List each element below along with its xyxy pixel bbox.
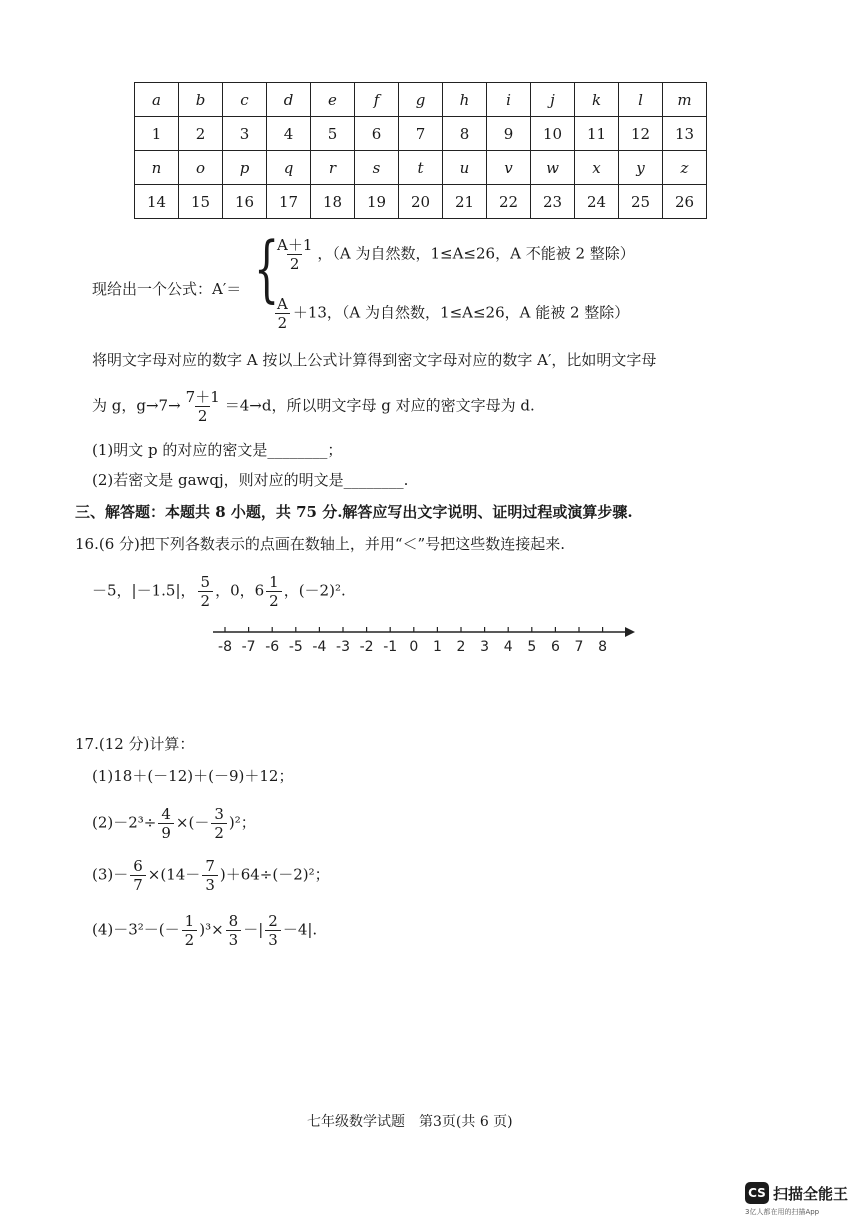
cipher-table-cell: 6	[355, 117, 399, 151]
number-line-label: -8	[218, 639, 232, 655]
number-line-label: 3	[480, 639, 490, 655]
page-footer: 七年级数学试题 第3页(共 6 页)	[307, 1114, 513, 1130]
cipher-table-cell: 26	[663, 185, 707, 219]
cipher-table-cell: 13	[663, 117, 707, 151]
cipher-table-cell: 7	[399, 117, 443, 151]
cipher-table-cell: 5	[311, 117, 355, 151]
number-line-label: 6	[550, 639, 560, 655]
cs-logo-icon: CS	[745, 1182, 769, 1204]
cipher-table-row	[135, 151, 707, 185]
cipher-table-cell: 22	[487, 185, 531, 219]
formula-lead: 现给出一个公式：A′＝	[92, 280, 242, 298]
number-line-label: 2	[456, 639, 466, 655]
number-line-label: 4	[503, 639, 513, 655]
number-line-label: -5	[288, 639, 303, 655]
cipher-table-cell: y	[619, 151, 663, 185]
cipher-table-cell: w	[531, 151, 575, 185]
cipher-table-cell: 25	[619, 185, 663, 219]
number-line-arrow	[625, 627, 635, 637]
cipher-table-cell: m	[663, 83, 707, 117]
cipher-table-row	[135, 117, 707, 151]
cipher-table-cell: c	[223, 83, 267, 117]
cipher-table-cell: j	[531, 83, 575, 117]
cipher-table-cell: x	[575, 151, 619, 185]
scanner-app-slogan: 3亿人都在用的扫描App	[745, 1208, 820, 1216]
cipher-table-cell: 2	[179, 117, 223, 151]
cipher-table-cell: 18	[311, 185, 355, 219]
number-line-label: 8	[598, 639, 608, 655]
cipher-table-cell: 17	[267, 185, 311, 219]
cipher-table-cell: o	[179, 151, 223, 185]
q16-numbers: －5，|－1.5|， $\frac{5}{2}$ ，0，6 $\frac{1}{2}$ ，(－2)².	[92, 573, 346, 610]
number-line-label: -1	[383, 639, 398, 655]
cipher-table-cell: 23	[531, 185, 575, 219]
cipher-table-cell: 9	[487, 117, 531, 151]
explain-line-1: 将明文字母对应的数字 A 按以上公式计算得到密文字母对应的数字 A′，比如明文字母	[92, 351, 657, 369]
cipher-table-cell: 24	[575, 185, 619, 219]
cipher-table-cell: l	[619, 83, 663, 117]
cipher-table-cell: 15	[179, 185, 223, 219]
cipher-table-cell: d	[267, 83, 311, 117]
cipher-table-cell: s	[355, 151, 399, 185]
cipher-table-cell: e	[311, 83, 355, 117]
cipher-table-cell: 3	[223, 117, 267, 151]
number-line-label: -4	[312, 639, 327, 655]
cipher-table-cell: a	[135, 83, 179, 117]
formula-brace: {	[254, 226, 280, 310]
cipher-table-cell: k	[575, 83, 619, 117]
q15-part-1: (1)明文 p 的对应的密文是________；	[92, 441, 343, 459]
cipher-table-cell: b	[179, 83, 223, 117]
cipher-table-cell: 10	[531, 117, 575, 151]
cipher-table-cell: 11	[575, 117, 619, 151]
number-line-label: -7	[241, 639, 256, 655]
cipher-table-cell: 1	[135, 117, 179, 151]
number-line-label: 1	[432, 639, 442, 655]
section-3-heading: 三、解答题：本题共 8 小题，共 75 分.解答应写出文字说明、证明过程或演算步骤.	[75, 503, 633, 521]
formula-case-1: $\frac{A+1}{2}$ ，（A 为自然数，1≤A≤26，A 不能被 2 整除）	[277, 236, 635, 273]
cipher-table-cell: f	[355, 83, 399, 117]
cipher-table-cell: 16	[223, 185, 267, 219]
cipher-table-cell: 14	[135, 185, 179, 219]
q17-part-2: (2)－2³÷ $\frac{4}{9}$ ×(－ $\frac{3}{2}$ )²；	[92, 805, 256, 842]
q16-title: 16.(6 分)把下列各数表示的点画在数轴上，并用“＜”号把这些数连接起来.	[75, 535, 565, 553]
cipher-table-cell: h	[443, 83, 487, 117]
explain-line-2: 为 g，g→7→ $\frac{7+1}{2}$ ＝4→d，所以明文字母 g 对应的密文字母为 d.	[92, 388, 535, 425]
cipher-table-cell: v	[487, 151, 531, 185]
q17-part-3: (3)－ $\frac{6}{7}$ ×(14－ $\frac{7}{3}$ )＋64÷(－2)²；	[92, 857, 330, 894]
number-line-label: 5	[527, 639, 537, 655]
cipher-table-cell: 8	[443, 117, 487, 151]
number-line-label: 0	[409, 639, 419, 655]
cipher-table-cell: g	[399, 83, 443, 117]
q17-part-1: (1)18＋(－12)＋(－9)＋12；	[92, 767, 294, 785]
q15-part-2: (2)若密文是 gawqj，则对应的明文是________.	[92, 471, 409, 489]
cipher-table-cell: 4	[267, 117, 311, 151]
number-line-label: 7	[574, 639, 584, 655]
cipher-table-cell: u	[443, 151, 487, 185]
cipher-table-cell: 12	[619, 117, 663, 151]
number-line-label: -2	[359, 639, 374, 655]
cipher-table-cell: 21	[443, 185, 487, 219]
formula-case-2: $\frac{A}{2}$ ＋13，（A 为自然数，1≤A≤26，A 能被 2 整除）	[272, 295, 629, 332]
cipher-table-cell: p	[223, 151, 267, 185]
number-line	[205, 620, 645, 662]
cipher-table-cell: n	[135, 151, 179, 185]
cipher-table-row	[135, 185, 707, 219]
number-line-label: -3	[336, 639, 350, 655]
cipher-table-cell: 19	[355, 185, 399, 219]
cipher-table-cell: 20	[399, 185, 443, 219]
cipher-table	[134, 82, 707, 219]
cipher-table-cell: z	[663, 151, 707, 185]
scanner-app-name: 扫描全能王	[773, 1185, 849, 1203]
cipher-table-cell: r	[311, 151, 355, 185]
number-line-label: -6	[265, 639, 280, 655]
cipher-table-row	[135, 83, 707, 117]
q17-title: 17.(12 分)计算：	[75, 735, 195, 753]
cipher-table-cell: t	[399, 151, 443, 185]
q17-part-4: (4)－3²－(－ $\frac{1}{2}$ )³× $\frac{8}{3}$ －| $\frac{2}{3}$ －4|.	[92, 912, 318, 949]
cipher-table-cell: i	[487, 83, 531, 117]
cipher-table-cell: q	[267, 151, 311, 185]
scanner-watermark	[745, 1182, 853, 1220]
